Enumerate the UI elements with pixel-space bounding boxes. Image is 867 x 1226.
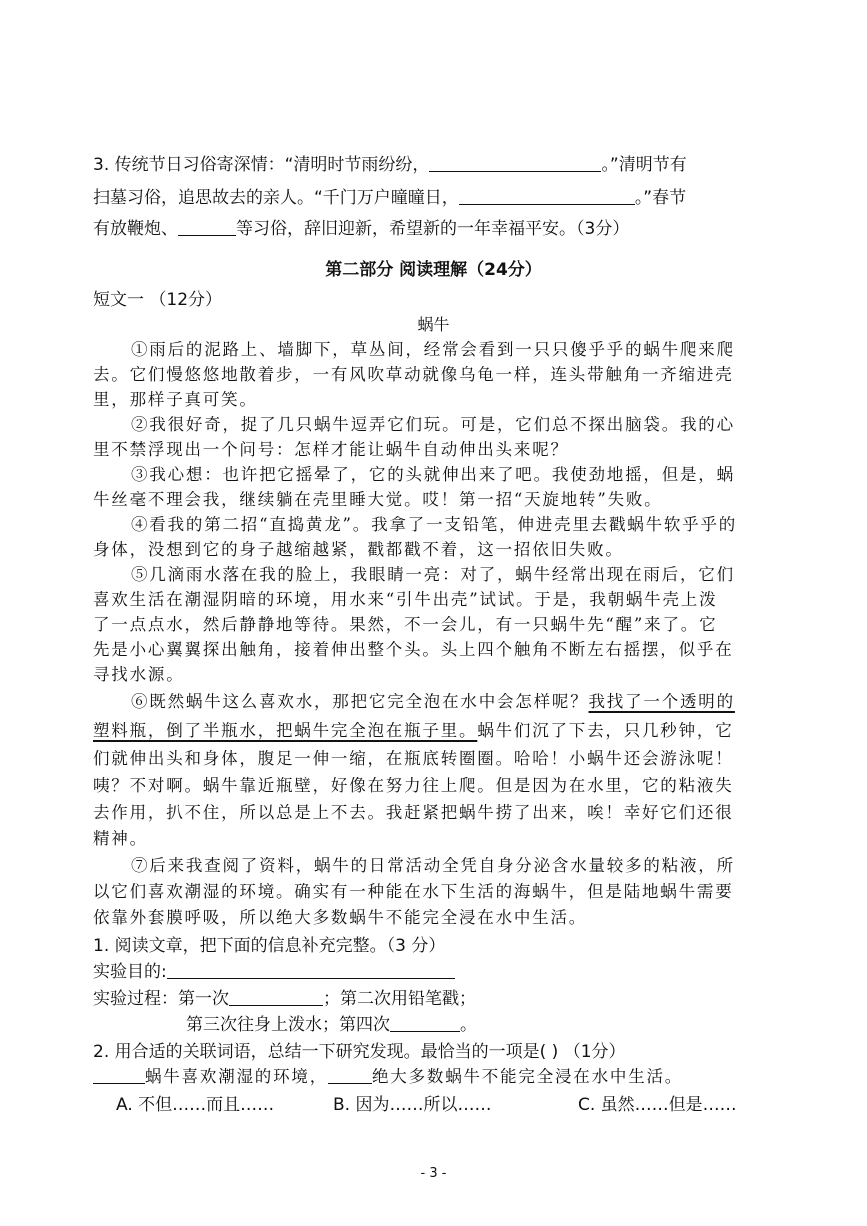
- story-line: 们就伸出头和身体，腹足一伸一缩，在瓶底转圈圈。哈哈！小蜗牛还会游泳呢！: [93, 749, 734, 768]
- q1-text: 实验过程：第一次: [93, 989, 229, 1009]
- story-line: [131, 688, 735, 712]
- underlined-sentence: 我找了一个透明的: [588, 692, 735, 711]
- q1-purpose-label: 实验目的:: [93, 962, 167, 982]
- answer-blank[interactable]: [178, 219, 236, 236]
- answer-blank[interactable]: [429, 155, 601, 172]
- story-line: 身体，没想到它的身子越缩越紧，戳都戳不着，这一招依旧失败。: [93, 540, 624, 559]
- q1-text: 第三次往身上泼水；第四次: [186, 1015, 390, 1035]
- q2-option-b[interactable]: B. 因为……所以……: [333, 1095, 492, 1115]
- passage-label: 短文一 （12分）: [93, 290, 223, 310]
- story-line: 去作用，扒不住，所以总是上不去。我赶紧把蜗牛捞了出来，唉！幸好它们还很: [93, 803, 734, 822]
- story-line: 牛丝毫不理会我，继续躺在壳里睡大觉。哎！第一招“天旋地转”失败。: [93, 490, 663, 509]
- q2-sentence: [93, 1063, 683, 1087]
- answer-blank[interactable]: [229, 989, 323, 1006]
- story-line: [93, 717, 734, 741]
- story-line: 精神。: [93, 829, 148, 848]
- story-line: ⑤几滴雨水落在我的脸上，我眼睛一亮：对了，蜗牛经常出现在雨后，它们: [131, 565, 735, 584]
- story-line: 里不禁浮现出一个问号：怎样才能让蜗牛自动伸出头来呢？: [93, 440, 569, 459]
- answer-blank[interactable]: [390, 1015, 460, 1032]
- answer-blank[interactable]: [459, 188, 635, 205]
- story-line: ④看我的第二招“直捣黄龙”。我拿了一支铅笔，伸进壳里去戳蜗牛软乎乎的: [131, 515, 738, 534]
- story-line: 里，那样子真可笑。: [93, 390, 258, 409]
- answer-blank[interactable]: [328, 1067, 372, 1084]
- q2-option-c[interactable]: C. 虽然……但是……: [578, 1095, 737, 1115]
- q3-text: 。”清明节有: [601, 155, 687, 175]
- q2-option-a[interactable]: A. 不但……而且……: [116, 1095, 275, 1115]
- q1-purpose-row: [93, 957, 455, 982]
- q1-process-row-1: [93, 984, 476, 1009]
- story-line: 以它们喜欢潮湿的环境。确实有一种能在水下生活的海蜗牛，但是陆地蜗牛需要: [93, 882, 734, 901]
- answer-blank[interactable]: [167, 962, 455, 979]
- story-line: 去。它们慢悠悠地散着步，一有风吹草动就像乌龟一样，连头带触角一齐缩进壳: [93, 365, 734, 384]
- q3-line-1: [93, 150, 687, 175]
- section-title: 第二部分 阅读理解（24分）: [325, 260, 542, 280]
- story-line: 喜欢生活在潮湿阴暗的环境，用水来“引牛出壳”试试。于是，我朝蜗牛壳上泼: [93, 590, 718, 609]
- underlined-sentence: 塑料瓶，倒了半瓶水，把蜗牛完全泡在瓶子里。: [93, 721, 478, 740]
- page-number: - 3 -: [420, 1166, 447, 1181]
- answer-blank[interactable]: [93, 1067, 145, 1084]
- story-line: ①雨后的泥路上、墙脚下，草丛间，经常会看到一只只傻乎乎的蜗牛爬来爬: [131, 340, 735, 359]
- story-line: 依靠外套膜呼吸，所以绝大多数蜗牛不能完全浸在水中生活。: [93, 908, 588, 927]
- q3-text: 扫墓习俗，追思故去的亲人。“千门万户曈曈日，: [93, 188, 459, 208]
- story-line: ⑦后来我查阅了资料，蜗牛的日常活动全凭自身分泌含水量较多的粘液，所: [131, 856, 735, 875]
- story-text: ⑥既然蜗牛这么喜欢水，那把它完全泡在水中会怎样呢？: [131, 692, 589, 711]
- q1-text: 。: [460, 1015, 477, 1035]
- story-line: 了一点点水，然后静静地等待。果然，不一会儿，有一只蜗牛先“醒”来了。它: [93, 615, 718, 634]
- story-line: ③我心想：也许把它摇晕了，它的头就伸出来了吧。我使劲地摇，但是，蜗: [131, 465, 735, 484]
- q3-text: 3. 传统节日习俗寄深情：“清明时节雨纷纷，: [93, 155, 430, 175]
- q2-prompt: 2. 用合适的关联词语，总结一下研究发现。最恰当的一项是( ) （1分）: [93, 1042, 626, 1062]
- q2-text: 蜗牛喜欢潮湿的环境，: [145, 1067, 328, 1086]
- q3-line-3: [93, 214, 629, 239]
- q3-text: 等习俗，辞旧迎新，希望新的一年幸福平安。（3分）: [236, 219, 630, 239]
- story-text: 蜗牛们沉了下去，只几秒钟，它: [477, 721, 734, 740]
- story-line: 寻找水源。: [93, 665, 185, 684]
- q2-text: 绝大多数蜗牛不能完全浸在水中生活。: [372, 1067, 684, 1086]
- q1-text: ；第二次用铅笔戳；: [323, 989, 476, 1009]
- story-line: ②我很好奇，捉了几只蜗牛逗弄它们玩。可是，它们总不探出脑袋。我的心: [131, 415, 735, 434]
- q1-prompt: 1. 阅读文章，把下面的信息补充完整。（3 分）: [93, 936, 446, 956]
- q3-line-2: [93, 183, 686, 208]
- q3-text: 。”春节: [634, 188, 687, 208]
- story-title: 蜗牛: [417, 315, 450, 334]
- q1-process-row-2: [186, 1010, 477, 1035]
- story-line: 咦？不对啊。蜗牛靠近瓶壁，好像在努力往上爬。但是因为在水里，它的粘液失: [93, 776, 734, 795]
- q3-text: 有放鞭炮、: [93, 219, 178, 239]
- story-line: 先是小心翼翼探出触角，接着伸出整个头。头上四个触角不断左右摇摆，似乎在: [93, 640, 734, 659]
